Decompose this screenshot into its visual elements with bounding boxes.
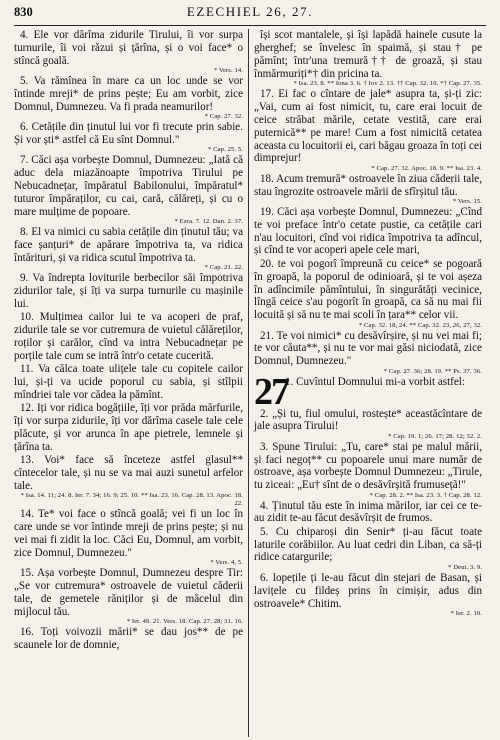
verse: 20. te voi pogorî împreună cu ceice* se pogoară în groapă, la poporul de odinioară, și te voi așeza în adîncimile pămîntului, în singurătăți vecinice, lîngă ceice s'au pogorît în groapă, ca să nu mai fii locuită și să nu te mai scoli în țara** celor vii. [254, 257, 482, 322]
verse-references: * Cap. 32. 18, 24. ** Cap. 32. 23, 26, 27, 32. [358, 321, 482, 329]
verse: 14. Te* voi face o stîncă goală; vei fi un loc în care unde se vor întinde mreji de prins pește; și nu vei mai fi zidit la loc. Căci Eu, Domnul, am vorbit, zice Domnul, Dumnezeu." [14, 507, 243, 559]
verse: 5. Cu chiparoși din Senir* ți-au făcut toate laturile corăbiilor. Au luat cedri din Liban, ca să-ți ridice catargurile; [254, 525, 482, 564]
verse: 11. Va călca toate ulițele tale cu copitele cailor lui, și-ți va ucide poporul cu sabia, și stîlpii mîndriei tale vor cădea la pămînt. [14, 362, 243, 401]
verse: 2. „Și tu, fiul omului, rostește* aceastăcîntare de jale asupra Tirului! [254, 407, 482, 433]
verse: își scot mantalele, și își lapădă hainele cusute la gherghef; se învelesc în spaimă, și stau† pe pămînt; într'una tremură†† de groază, și stau înmărmuriți*† din pricina ta. [254, 29, 482, 80]
verse-references: * Deut. 3. 9. [448, 563, 482, 571]
verse-references: * Cap. 28. 2. ** Isa. 23. 3. † Cap. 28. 12. [369, 491, 482, 499]
verse: 4. Ținutul tău este în inima mărilor, iar cei ce te-au zidit te-au făcut desăvîrșit de frumos. [254, 499, 482, 525]
verse: 13. Voi* face să înceteze astfel glasul** cîntecelor tale, și nu se va mai auzi sunetul arfelor tale. [14, 453, 243, 492]
verse-references: * Isa. 23. 8. ** Iona 3. 6. † Iov 2. 13. †† Cap. 32. 10. *† Cap. 27. 35. [293, 79, 482, 87]
verse: 17. Ei fac o cîntare de jale* asupra ta, și-ți zic: „Vai, cum ai fost nimicit, tu, care erai locuit de ceice străbat mările, cetate vestită, care erai puternică** pe mare! Cum a fost nimicită cetatea aceasta cu locuitorii ei, cari băgau groaza în toți cei dimprejur! [254, 87, 482, 165]
verse-references: * Isa. 14. 11; 24. 8. Ier. 7. 34; 16. 9; 25. 10. ** Isa. 23. 16. Cap. 28. 13. Apoc. 18. 22. [20, 491, 243, 507]
verse: 10. Mulțimea cailor lui te va acoperi de praf, zidurile tale se vor cutremura de vuietul călăreților, roților și carălor, cînd va intra Nebucadnețar pe porțile tale cum se intră într'o cetate cucerită. [14, 311, 243, 362]
verse: 5. Va rămînea în mare ca un loc unde se vor întinde mreji* de prins pește; Eu am vorbit, zice Domnul, Dumnezeu. Va fi prada neamurilor! [14, 75, 243, 113]
verse-references: * Vers. 15. [452, 197, 482, 205]
page-header [14, 4, 486, 26]
left-column [14, 29, 248, 737]
verse-references: * Cap. 25. 5. [208, 146, 243, 154]
verse: 19. Căci așa vorbește Domnul, Dumnezeu: „Cînd te voi preface într'o cetate pustie, ca cetățile cari n'au locuitori, cînd voi ridica împotriva ta adîncul, și cînd te vor acoperi apele cele mari, [254, 205, 482, 257]
verse: 16. Toți voivozii mării* se dau jos** de pe scaunele lor de domnie, [14, 625, 243, 651]
verse: 1. Cuvîntul Domnului mi-a vorbit astfel: [285, 375, 465, 388]
verse: 12. Iți vor ridica bogățiile, îți vor prăda mărfurile, îți vor surpa zidurile, îți vor dărîma casele tale cele plăcute, și vor arunca în ape pietrele, lemnele și țărîna ta. [14, 401, 243, 453]
verse: 21. Te voi nimici* cu desăvîrșire, și nu vei mai fi; te vor căuta**, și nu te vor mai găsi niciodată, zice Domnul, Dumnezeu." [254, 329, 482, 368]
verse-references: * Cap. 27. 32. Apoc. 18. 9. ** Isa. 23. 4. [371, 164, 482, 172]
verse-references: * Ier. 2. 10. [450, 609, 482, 617]
verse: 4. Ele vor dărîma zidurile Tirului, îi vor surpa turnurile, îi voi răzui și țărîna, și o voi face* o stîncă goală. [14, 29, 243, 67]
chapter-number: 27 [254, 370, 288, 413]
verse: 6. Cetățile din ținutul lui vor fi trecute prin sabie. Și vor ști* astfel că Eu sînt Domnul." [14, 121, 243, 146]
right-column [248, 29, 482, 737]
verse-references: * Vers. 4, 5. [210, 558, 243, 566]
verse: 18. Acum tremură* ostroavele în ziua căderii tale, stau îngrozite ostroavele mării de sfîrșitul tău. [254, 172, 482, 198]
two-column-body [14, 29, 486, 737]
running-title: EZECHIEL 26, 27. [186, 4, 314, 19]
verse-references: * Cap. 27. 32. [204, 113, 243, 121]
verse-references: * Ezra. 7. 12. Dan. 2. 37. [174, 217, 243, 225]
verse-references: * Cap. 19. 1; 26. 17; 28. 12; 32. 2. [388, 432, 482, 440]
verse: 8. El va nimici cu sabia cetățile din ținutul tău; va face șanțuri* de apărare împotriva ta, va ridica întărituri, și va ridica scutul împotriva ta. [14, 225, 243, 264]
verse: 9. Va îndrepta loviturile berbecilor săi împotriva zidurilor tale, și îți va surpa turnurile cu mașinile lui. [14, 271, 243, 310]
verse: 15. Așa vorbește Domnul, Dumnezeu despre Tir: „Se vor cutremura* ostroavele de vuietul căderii tale, de gemetele răniților și de măcelul din mijlocul tău. [14, 566, 243, 618]
verse-references: * Ier. 49. 21. Vers. 18. Cap. 27. 28; 31. 16. [126, 617, 243, 625]
verse-references: * Cap. 21. 22. [204, 263, 243, 271]
verse: 3. Spune Tirului: „Tu, care* stai pe malul mării, și faci negoț** cu popoarele unui mare număr de ostroave, așa vorbește Domnul Dumnezeu: „Tirule, tu ziceai: „Eu† sînt de o desăvîrșită frumusețã!" [254, 440, 482, 492]
verse: 7. Căci așa vorbește Domnul, Dumnezeu: „Iată că aduc dela miazănoapte împotriva Tirului pe Nebucadnețar, împăratul Babilonului, împăratul* tuturor împăraților, cu cai, cară, călăreți, și cu o mare mulțime de popoare. [14, 154, 243, 218]
verse-references: * Vers. 14. [213, 67, 243, 75]
verse: 6. lopețile ți le-au făcut din stejari de Basan, și lavițele cu fildeș prins în cimișir, adus din ostroavele* Chitim. [254, 571, 482, 610]
verse-references: * Cap. 27. 36; 28. 19. ** Ps. 37. 36. [383, 367, 482, 375]
page-number: 830 [14, 5, 33, 19]
